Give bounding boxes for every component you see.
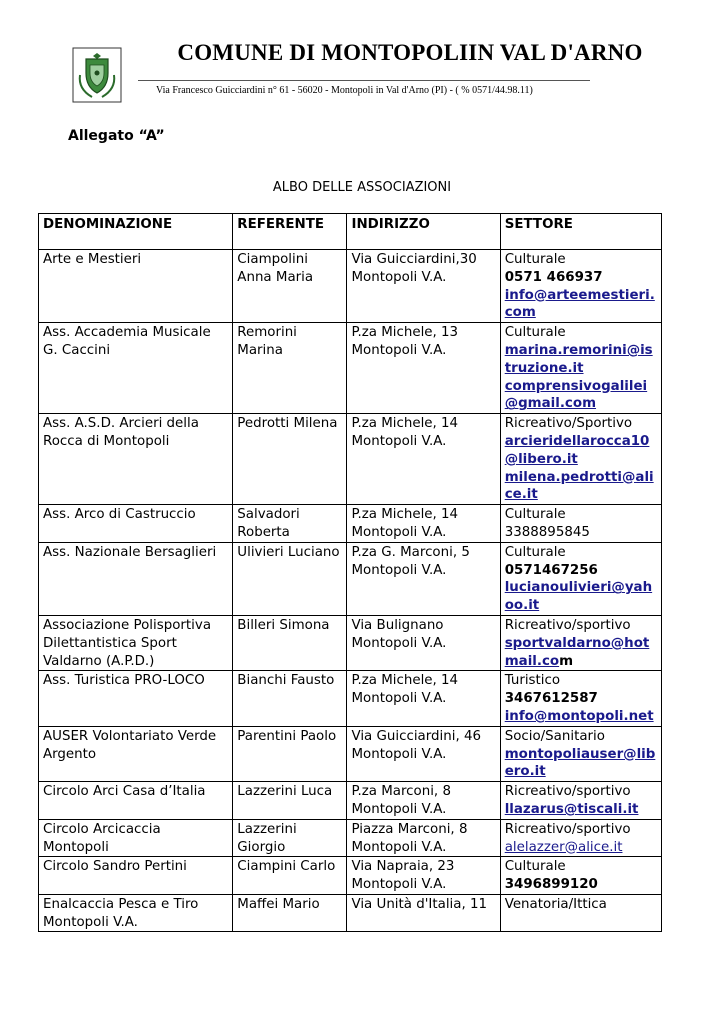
email-link[interactable]: llazarus@tiscali.it bbox=[504, 801, 639, 817]
email-link[interactable]: marina.remorini@istruzione.it bbox=[504, 342, 653, 376]
cell-indirizzo: P.za Marconi, 8 Montopoli V.A. bbox=[347, 782, 500, 820]
cell-settore bbox=[500, 671, 661, 726]
email-line bbox=[505, 839, 658, 857]
cell-settore bbox=[500, 819, 661, 857]
cell-referente: Parentini Paolo bbox=[233, 726, 347, 781]
settore-label: Culturale bbox=[504, 859, 566, 875]
table-row bbox=[39, 250, 662, 323]
cell-referente: Ciampini Carlo bbox=[233, 857, 347, 895]
page-title: COMUNE DI MONTOPOLIIN VAL D'ARNO bbox=[177, 40, 643, 65]
table-row bbox=[39, 542, 662, 615]
table-row bbox=[39, 782, 662, 820]
allegato-label: Allegato “A” bbox=[68, 128, 165, 144]
cell-referente: Billeri Simona bbox=[233, 615, 347, 670]
settore-label: Ricreativo/Sportivo bbox=[504, 416, 633, 432]
cell-indirizzo: P.za Michele, 14 Montopoli V.A. bbox=[347, 505, 500, 543]
table-row bbox=[39, 819, 662, 857]
cell-settore bbox=[500, 414, 661, 505]
cell-referente: Salvadori Roberta bbox=[233, 505, 347, 543]
cell-indirizzo: Via Guicciardini, 46 Montopoli V.A. bbox=[347, 726, 500, 781]
cell-referente: Maffei Mario bbox=[233, 894, 347, 932]
phone-number: 3467612587 bbox=[504, 691, 598, 707]
cell-referente: Ulivieri Luciano bbox=[233, 542, 347, 615]
table-row bbox=[39, 894, 662, 932]
cell-indirizzo: Via Bulignano Montopoli V.A. bbox=[347, 615, 500, 670]
cell-settore bbox=[500, 250, 661, 323]
column-header-indirizzo: INDIRIZZO bbox=[347, 214, 500, 250]
settore-label: Culturale bbox=[504, 544, 566, 560]
email-line bbox=[505, 287, 658, 323]
cell-denominazione: Ass. Accademia Musicale G. Caccini bbox=[39, 323, 233, 414]
cell-settore bbox=[500, 726, 661, 781]
cell-settore bbox=[500, 894, 661, 932]
email-link[interactable]: comprensivogalilei@gmail.com bbox=[504, 378, 648, 412]
settore-label: Ricreativo/sportivo bbox=[504, 617, 631, 633]
cell-settore bbox=[500, 857, 661, 895]
cell-referente: Bianchi Fausto bbox=[233, 671, 347, 726]
email-line bbox=[505, 746, 658, 782]
phone-number: 0571 466937 bbox=[504, 269, 603, 285]
cell-denominazione: Ass. Arco di Castruccio bbox=[39, 505, 233, 543]
phone-number: 0571467256 bbox=[504, 562, 598, 578]
settore-label: Turistico bbox=[504, 673, 561, 689]
comune-crest-icon bbox=[72, 47, 122, 103]
email-link[interactable]: alelazzer@alice.it bbox=[504, 839, 623, 855]
email-line bbox=[505, 469, 658, 505]
column-header-denominazione: DENOMINAZIONE bbox=[39, 214, 233, 250]
table-row bbox=[39, 505, 662, 543]
table-row bbox=[39, 857, 662, 895]
cell-denominazione: Associazione Polisportiva Dilettantistica Sport Valdarno (A.P.D.) bbox=[39, 615, 233, 670]
cell-denominazione: Circolo Arci Casa d’Italia bbox=[39, 782, 233, 820]
cell-referente: Remorini Marina bbox=[233, 323, 347, 414]
email-link[interactable]: lucianoulivieri@yahoo.it bbox=[504, 580, 653, 614]
cell-referente: Ciampolini Anna Maria bbox=[233, 250, 347, 323]
email-link[interactable]: milena.pedrotti@alice.it bbox=[504, 469, 654, 503]
cell-indirizzo: Via Napraia, 23 Montopoli V.A. bbox=[347, 857, 500, 895]
table-body bbox=[39, 250, 662, 932]
cell-denominazione: Ass. Turistica PRO-LOCO bbox=[39, 671, 233, 726]
cell-indirizzo: Via Guicciardini,30 Montopoli V.A. bbox=[347, 250, 500, 323]
cell-indirizzo: P.za G. Marconi, 5 Montopoli V.A. bbox=[347, 542, 500, 615]
email-line bbox=[505, 342, 658, 378]
cell-denominazione: Enalcaccia Pesca e Tiro Montopoli V.A. bbox=[39, 894, 233, 932]
email-tail: m bbox=[559, 653, 574, 669]
phone-number: 3388895845 bbox=[504, 524, 590, 540]
email-line bbox=[505, 708, 658, 726]
table-header-row bbox=[39, 214, 662, 250]
cell-denominazione: Circolo Arcicaccia Montopoli bbox=[39, 819, 233, 857]
cell-referente: Pedrotti Milena bbox=[233, 414, 347, 505]
cell-indirizzo: P.za Michele, 14 Montopoli V.A. bbox=[347, 671, 500, 726]
cell-settore bbox=[500, 782, 661, 820]
cell-denominazione: Ass. Nazionale Bersaglieri bbox=[39, 542, 233, 615]
settore-label: Culturale bbox=[504, 325, 566, 341]
email-link[interactable]: info@arteemestieri.com bbox=[504, 287, 655, 321]
table-row bbox=[39, 671, 662, 726]
settore-label: Culturale bbox=[504, 252, 566, 267]
email-link[interactable]: info@montopoli.net bbox=[504, 708, 654, 724]
cell-settore bbox=[500, 505, 661, 543]
email-link[interactable]: sportvaldarno@hotmail.co bbox=[504, 635, 650, 669]
cell-denominazione: Arte e Mestieri bbox=[39, 250, 233, 323]
cell-indirizzo: Via Unità d'Italia, 11 bbox=[347, 894, 500, 932]
table-row bbox=[39, 414, 662, 505]
cell-referente: Lazzerini Luca bbox=[233, 782, 347, 820]
header-address: Via Francesco Guicciardini n° 61 - 56020 - Montopoli in Val d'Arno (PI) - ( % 0571/44.98.11) bbox=[156, 85, 533, 96]
cell-indirizzo: Piazza Marconi, 8 Montopoli V.A. bbox=[347, 819, 500, 857]
settore-label: Socio/Sanitario bbox=[504, 728, 605, 744]
cell-indirizzo: P.za Michele, 14 Montopoli V.A. bbox=[347, 414, 500, 505]
settore-label: Venatoria/Ittica bbox=[504, 896, 607, 912]
email-line bbox=[505, 433, 658, 469]
cell-denominazione: AUSER Volontariato Verde Argento bbox=[39, 726, 233, 781]
email-line bbox=[505, 635, 658, 671]
cell-referente: Lazzerini Giorgio bbox=[233, 819, 347, 857]
cell-indirizzo: P.za Michele, 13 Montopoli V.A. bbox=[347, 323, 500, 414]
albo-title: ALBO DELLE ASSOCIAZIONI bbox=[272, 180, 452, 195]
settore-label: Ricreativo/sportivo bbox=[504, 784, 631, 800]
email-link[interactable]: montopoliauser@libero.it bbox=[504, 746, 656, 780]
cell-denominazione: Ass. A.S.D. Arcieri della Rocca di Montopoli bbox=[39, 414, 233, 505]
email-line bbox=[505, 801, 658, 819]
settore-label: Culturale bbox=[504, 507, 566, 523]
table-row bbox=[39, 615, 662, 670]
cell-settore bbox=[500, 542, 661, 615]
email-line bbox=[505, 579, 658, 615]
table-row bbox=[39, 323, 662, 414]
associations-table bbox=[38, 213, 662, 932]
column-header-referente: REFERENTE bbox=[233, 214, 347, 250]
phone-number: 3496899120 bbox=[504, 877, 598, 893]
column-header-settore: SETTORE bbox=[500, 214, 661, 250]
table-row bbox=[39, 726, 662, 781]
cell-settore bbox=[500, 323, 661, 414]
email-link[interactable]: arcieridellarocca10@libero.it bbox=[504, 433, 650, 467]
email-line bbox=[505, 378, 658, 414]
cell-denominazione: Circolo Sandro Pertini bbox=[39, 857, 233, 895]
header-divider bbox=[138, 80, 590, 81]
settore-label: Ricreativo/sportivo bbox=[504, 821, 631, 837]
cell-settore bbox=[500, 615, 661, 670]
